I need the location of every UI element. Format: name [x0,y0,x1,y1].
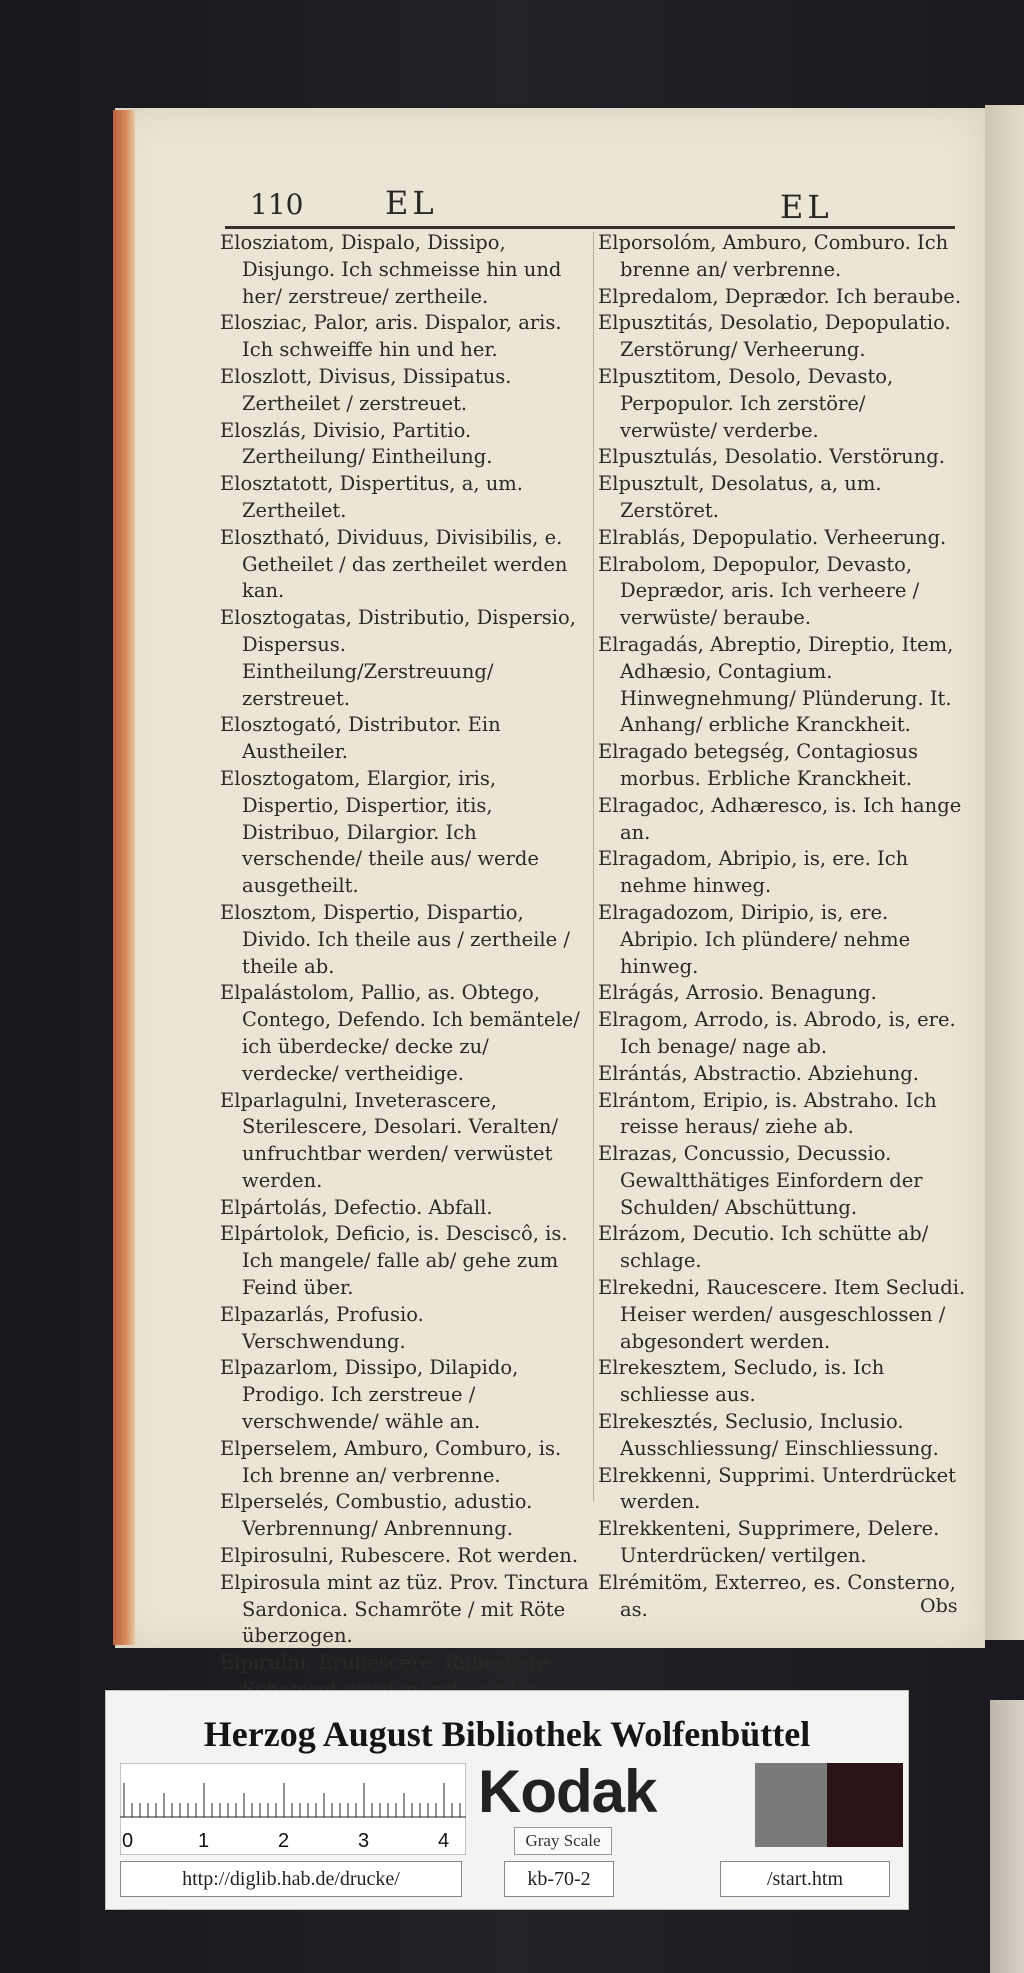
gray-swatch [755,1763,827,1847]
dictionary-entry: Elragado betegség, Contagiosus morbus. Erbliche Kranckheit. [598,740,918,790]
ruler-label-4: 4 [438,1830,450,1852]
measurement-ruler [120,1763,466,1855]
library-title: Herzog August Bibliothek Wolfenbüttel [203,1714,811,1754]
dictionary-entry: Elrekesztés, Seclusio, Inclusio. Ausschliessung/ Einschliessung. [598,1410,939,1460]
dictionary-entry: Elosztható, Dividuus, Divisibilis, e. Getheilet / das zertheilet werden kan. [220,525,568,603]
dictionary-entry: Elpusztitom, Desolo, Devasto, Perpopulor. Ich zerstöre/ verwüste/ verderbe. [598,364,894,442]
header-right: EL [780,188,833,226]
dictionary-entry: Elpazarlás, Profusio. Verschwendung. [220,1302,424,1353]
brand-logo: Kodak [478,1758,657,1825]
dictionary-entry: Elragom, Arrodo, is. Abrodo, is, ere. Ich benage/ nage ab. [598,1008,956,1058]
dictionary-entry: Elpazarlom, Dissipo, Dilapido, Prodigo. Ich zerstreue / verschwende/ wähle an. [220,1356,519,1434]
dictionary-entry: Elrekedni, Raucescere. Item Secludi. Heiser werden/ ausgeschlossen / abgesondert werden. [598,1276,966,1353]
column-divider [593,232,594,1502]
dictionary-entry: Elpártolás, Defectio. Abfall. [220,1195,493,1219]
adjacent-page-edge-lower [990,1700,1024,1973]
dictionary-entry: Elpredalom, Deprædor. Ich beraube. [598,284,962,308]
dictionary-entry: Eloszlott, Divisus, Dissipatus. Zertheilet / zerstreuet. [220,364,512,415]
dictionary-entry: Elpirosula mint az tüz. Prov. Tinctura Sardonica. Schamröte / mit Röte überzogen. [220,1570,589,1648]
dictionary-entry: Elrántom, Eripio, is. Abstraho. Ich reisse heraus/ ziehe ab. [598,1088,937,1139]
page-number: 110 [250,188,304,221]
dictionary-entry: Elperselem, Amburo, Comburo, is. Ich brenne an/ verbrenne. [220,1436,562,1487]
right-column [598,230,968,1623]
dictionary-entry: Elosztom, Dispertio, Dispartio, Divido. Ich theile aus / zertheile / theile ab. [220,900,570,978]
dictionary-entry: Elrémitöm, Exterreo, es. Consterno, as. [598,1570,956,1621]
ruler-label-3: 3 [358,1830,370,1852]
header-rule [225,226,955,229]
dictionary-entry: Elrázom, Decutio. Ich schütte ab/ schlage. [598,1222,929,1273]
dictionary-entry: Elrablás, Depopulatio. Verheerung. [598,525,947,549]
dictionary-entry: Elporsolóm, Amburo, Comburo. Ich brenne an/ verbrenne. [598,231,949,281]
url-path-label: http://diglib.hab.de/drucke/ [120,1861,462,1897]
dictionary-entry: Elparlagulni, Inveterascere, Sterilescere, Desolari. Veralten/ unfruchtbar werden/ verwüstet werden. [220,1088,559,1192]
dictionary-entry: Elpártolok, Deficio, is. Desciscô, is. Ich mangele/ falle ab/ gehe zum Feind über. [220,1222,568,1300]
ruler-label-0: 0 [122,1830,134,1852]
ruler-label-2: 2 [278,1830,290,1852]
dictionary-entry: Elrekesztem, Secludo, is. Ich schliesse aus. [598,1356,885,1407]
dictionary-entry: Elosztogatas, Distributio, Dispersio, Dispersus. Eintheilung/Zerstreuung/ zerstreuet. [220,606,576,710]
code-label: kb-70-2 [504,1861,614,1897]
start-file-label: /start.htm [720,1861,890,1897]
dictionary-entry: Elrekkenteni, Supprimere, Delere. Unterdrücken/ vertilgen. [598,1517,940,1568]
dictionary-entry: Elpusztult, Desolatus, a, um. Zerstöret. [598,472,882,522]
page-edge-binding [113,110,135,1645]
dictionary-entry: Elpirulni, Erubescere, Rubescere. [220,1651,556,1675]
catchword: Obs [920,1595,958,1617]
dictionary-entry: Elosziac, Palor, aris. Dispalor, aris. Ich schweiffe hin und her. [220,311,562,362]
dictionary-entry: Elpirosulni, Rubescere. Rot werden. [220,1544,579,1568]
dictionary-entry: Elosziatom, Dispalo, Dissipo, Disjungo. Ich schmeisse hin und her/ zerstreue/ zertheile. [220,231,562,308]
dictionary-entry: Elpusztulás, Desolatio. Verstörung. [598,445,945,469]
dictionary-entry: Elosztogatom, Elargior, iris, Dispertio, Dispertior, itis, Distribuo, Dilargior. Ich verschende/ theile aus/ werde ausgetheilt. [220,766,539,898]
archive-color-card [105,1690,909,1910]
dictionary-entry: Eloszlás, Divisio, Partitio. Zertheilung/ Eintheilung. [220,418,493,469]
dictionary-entry: Elragadozom, Diripio, is, ere. Abripio. Ich plündere/ nehme hinweg. [598,900,911,978]
dark-swatch [827,1763,903,1847]
ruler-label-1: 1 [198,1830,210,1852]
dictionary-entry: Elrazas, Concussio, Decussio. Gewaltthätiges Einfordern der Schulden/ Abschüttung. [598,1142,923,1219]
dictionary-entry: Elperselés, Combustio, adustio. Verbrennung/ Anbrennung. [220,1490,533,1541]
dictionary-entry: Elrágás, Arrosio. Benagung. [598,981,877,1005]
dictionary-entry: Elragadoc, Adhæresco, is. Ich hange an. [598,793,962,844]
dictionary-entry: Elragadom, Abripio, is, ere. Ich nehme hinweg. [598,847,909,898]
gray-scale-label: Gray Scale [514,1827,612,1855]
dictionary-entry: Elrabolom, Depopulor, Devasto, Deprædor, aris. Ich verheere / verwüste/ beraube. [598,552,920,630]
page-header [135,176,965,226]
dictionary-entry: Elpusztitás, Desolatio, Depopulatio. Zerstörung/ Verheerung. [598,311,951,362]
dictionary-entry: Elrántás, Abstractio. Abziehung. [598,1061,919,1085]
dictionary-entry: Elrekkenni, Supprimi. Unterdrücket werden. [598,1463,956,1514]
left-column [220,230,590,1704]
dictionary-entry: Elragadás, Abreptio, Direptio, Item, Adhæsio, Contagium. Hinwegnehmung/ Plünderung. It. Anhang/ erbliche Kranckheit. [598,632,954,737]
header-left: EL [385,184,438,222]
dictionary-entry: Elpalástolom, Pallio, as. Obtego, Contego, Defendo. Ich bemäntele/ ich überdecke/ decke zu/ verdecke/ vertheidige. [220,981,580,1085]
dictionary-entry: Elosztatott, Dispertitus, a, um. Zertheilet. [220,472,523,522]
dictionary-entry: Elosztogató, Distributor. Ein Austheiler. [220,713,501,764]
adjacent-page-edge [985,105,1024,1640]
